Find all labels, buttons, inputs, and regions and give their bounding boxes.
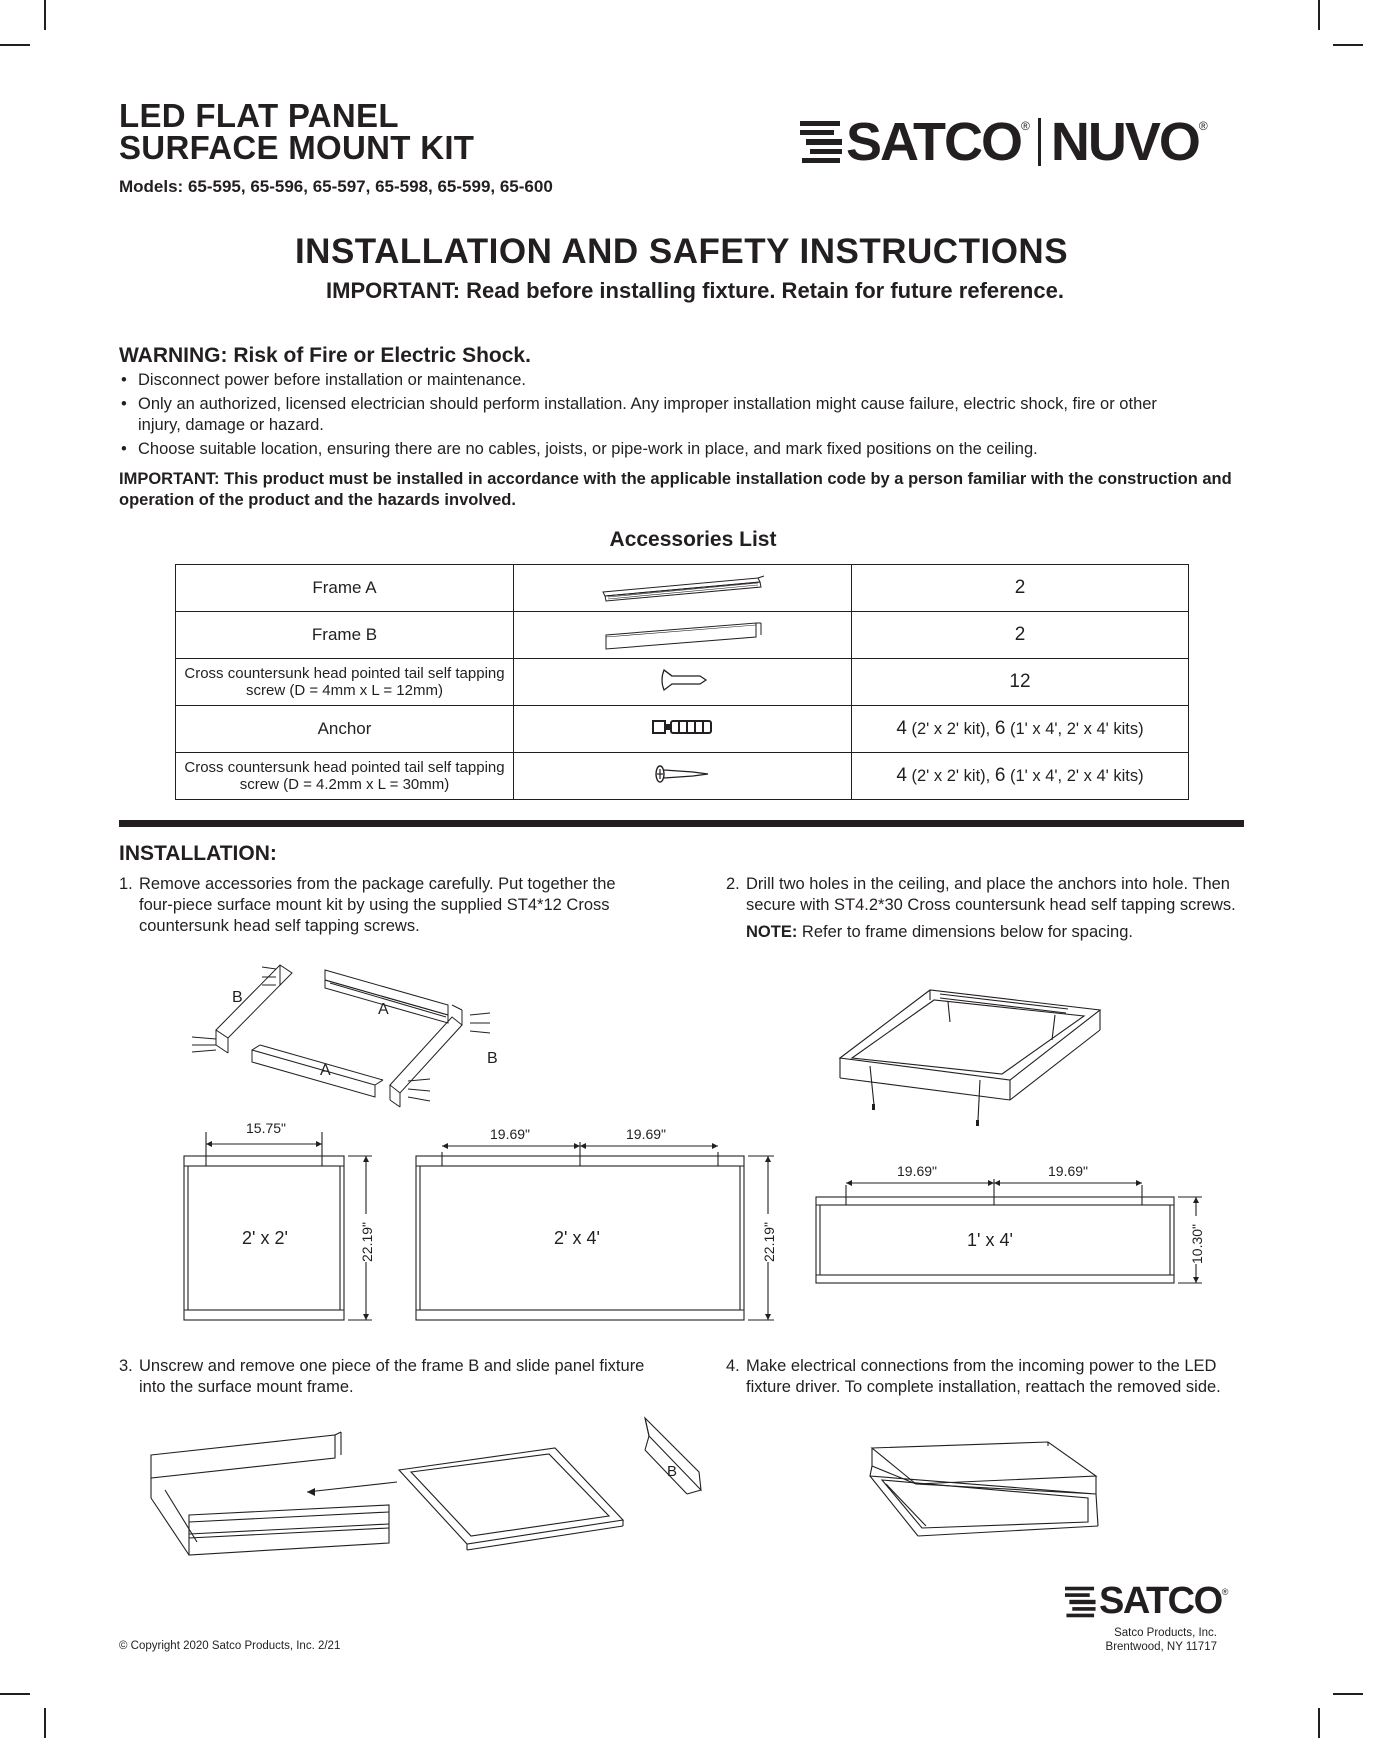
page-title: INSTALLATION AND SAFETY INSTRUCTIONS [294, 232, 1069, 271]
page-subtitle: IMPORTANT: Read before installing fixture. Retain for future reference. [326, 278, 1064, 303]
short-screw-icon [658, 665, 708, 695]
qty-value: 4 [896, 765, 907, 786]
mounted-frame-diagram [830, 980, 1110, 1130]
dimension-label: 19.69" [897, 1163, 938, 1179]
step-number: 3. [119, 1357, 133, 1375]
accessory-name: Cross countersunk head pointed tail self tapping screw (D = 4mm x L = 12mm) [176, 659, 514, 706]
registered-mark: ® [1221, 1586, 1229, 1597]
registered-mark: ® [1021, 119, 1030, 133]
registered-mark: ® [1198, 119, 1208, 133]
warning-list [119, 370, 1199, 463]
step-note [746, 922, 1246, 943]
crop-mark [0, 1693, 30, 1695]
crop-mark [1318, 1708, 1320, 1738]
step-text: Remove accessories from the package carefully. Put together the four-piece surface mount kit by using the supplied ST4*12 Cross countersunk head self tapping screws. [139, 875, 616, 935]
size-label: 2' x 4' [554, 1228, 600, 1248]
step-number: 1. [119, 875, 133, 893]
dimension-label: 10.30" [1189, 1223, 1205, 1264]
accessory-qty [852, 706, 1189, 753]
accessory-qty [852, 612, 1189, 659]
qty-note: (1' x 4', 2' x 4' kits) [1005, 720, 1144, 738]
frame-label: A [320, 1062, 331, 1079]
long-screw-icon [653, 762, 713, 786]
dimension-diagram-2x2 [176, 1122, 386, 1327]
step-number: 4. [726, 1357, 740, 1375]
frame-b-icon [598, 615, 768, 651]
size-label: 2' x 2' [242, 1228, 288, 1248]
logo-separator [1038, 118, 1041, 166]
copyright: © Copyright 2020 Satco Products, Inc. 2/21 [119, 1640, 341, 1652]
step-number: 2. [726, 875, 740, 893]
accessory-qty [852, 753, 1189, 800]
step-text: Unscrew and remove one piece of the frame B and slide panel fixture into the surface mount frame. [139, 1357, 645, 1396]
table-row [176, 659, 1189, 706]
frame-label: B [487, 1050, 498, 1067]
crop-mark [44, 1708, 46, 1738]
qty-value: 6 [994, 765, 1006, 786]
frame-label: B [667, 1463, 678, 1480]
accessory-name: Frame A [176, 565, 514, 612]
accessory-qty [852, 659, 1189, 706]
qty-note: (1' x 4', 2' x 4' kits) [1005, 767, 1144, 785]
crop-mark [1318, 0, 1320, 30]
satco-wordmark: SATCO [846, 112, 1021, 172]
qty-value: 2 [1014, 577, 1026, 598]
step-2 [726, 874, 1246, 943]
frame-a-icon [598, 568, 768, 604]
installation-title: INSTALLATION: [119, 842, 277, 865]
warning-item: • Choose suitable location, ensuring there are no cables, joists, or pipe-work in place, and mark fixed positions on the ceiling. [119, 439, 1199, 460]
satco-wordmark: SATCO [1099, 1580, 1222, 1622]
step-text: Make electrical connections from the incoming power to the LED fixture driver. To complete installation, reattach the removed side. [746, 1357, 1221, 1396]
accessory-name: Cross countersunk head pointed tail self tapping screw (D = 4.2mm x L = 30mm) [176, 753, 514, 800]
qty-value: 6 [994, 718, 1006, 739]
step-1 [119, 874, 649, 937]
frame-label: A [378, 1001, 389, 1018]
table-row [176, 565, 1189, 612]
satco-footer-logo [1065, 1580, 1228, 1623]
models-line: Models: 65-595, 65-596, 65-597, 65-598, 65-599, 65-600 [119, 177, 553, 196]
note-text: Refer to frame dimensions below for spacing. [797, 923, 1133, 941]
dimension-label: 22.19" [761, 1221, 777, 1262]
crop-mark [1333, 44, 1363, 46]
qty-note: (2' x 2' kit), [906, 720, 995, 738]
crop-mark [1333, 1693, 1363, 1695]
company-address [1020, 1626, 1217, 1654]
size-label: 1' x 4' [967, 1230, 1013, 1250]
accessory-name: Frame B [176, 612, 514, 659]
table-row [176, 612, 1189, 659]
qty-note: (2' x 2' kit), [906, 767, 995, 785]
warning-item: • Disconnect power before installation or maintenance. [119, 370, 1199, 391]
crop-mark [0, 44, 30, 46]
satco-nuvo-logo [800, 112, 1208, 172]
satco-stripes-icon [1065, 1585, 1097, 1619]
dimension-label: 19.69" [1048, 1163, 1089, 1179]
accessories-table [175, 564, 1189, 800]
step-3 [119, 1356, 659, 1398]
qty-value: 12 [1009, 671, 1031, 692]
qty-value: 4 [896, 718, 907, 739]
kit-title [119, 97, 475, 166]
dimension-label: 15.75" [246, 1120, 287, 1136]
dimension-label: 19.69" [490, 1126, 531, 1142]
crop-mark [44, 0, 46, 30]
table-row [176, 706, 1189, 753]
dimension-label: 19.69" [626, 1126, 667, 1142]
completed-installation-diagram [866, 1436, 1106, 1546]
warning-item: • Only an authorized, licensed electrician should perform installation. Any improper installation might cause failure, electric shock, fire or other injury, damage or hazard. [119, 394, 1199, 436]
dimension-label: 22.19" [359, 1221, 375, 1262]
accessory-qty [852, 565, 1189, 612]
nuvo-wordmark: NUVO [1050, 112, 1199, 172]
step-text: Drill two holes in the ceiling, and place the anchors into hole. Then secure with ST4.2*30 Cross countersunk head self tapping screws. [746, 875, 1236, 914]
anchor-icon [651, 715, 715, 739]
qty-value: 2 [1014, 624, 1026, 645]
kit-title-line2: SURFACE MOUNT KIT [119, 129, 475, 166]
slide-panel-diagram [145, 1410, 715, 1560]
exploded-frame-diagram [180, 955, 550, 1115]
dimension-diagram-1x4 [812, 1163, 1205, 1293]
step-4 [726, 1356, 1246, 1398]
table-row [176, 753, 1189, 800]
warning-title: WARNING: Risk of Fire or Electric Shock. [119, 344, 531, 367]
accessories-title: Accessories List [609, 528, 777, 551]
accessory-name: Anchor [176, 706, 514, 753]
address-line: Brentwood, NY 11717 [1105, 1641, 1217, 1653]
frame-label: B [232, 989, 243, 1006]
kit-title-line1: LED FLAT PANEL [119, 97, 399, 134]
note-label: NOTE: [746, 923, 798, 941]
important-notice: IMPORTANT: This product must be installed in accordance with the applicable installation code by a person familiar with the construction and operation of the product and the hazards involved. [119, 470, 1232, 509]
section-divider [119, 820, 1244, 827]
satco-stripes-icon [800, 119, 844, 165]
company-name: Satco Products, Inc. [1114, 1627, 1217, 1639]
dimension-diagram-2x4 [412, 1126, 782, 1327]
